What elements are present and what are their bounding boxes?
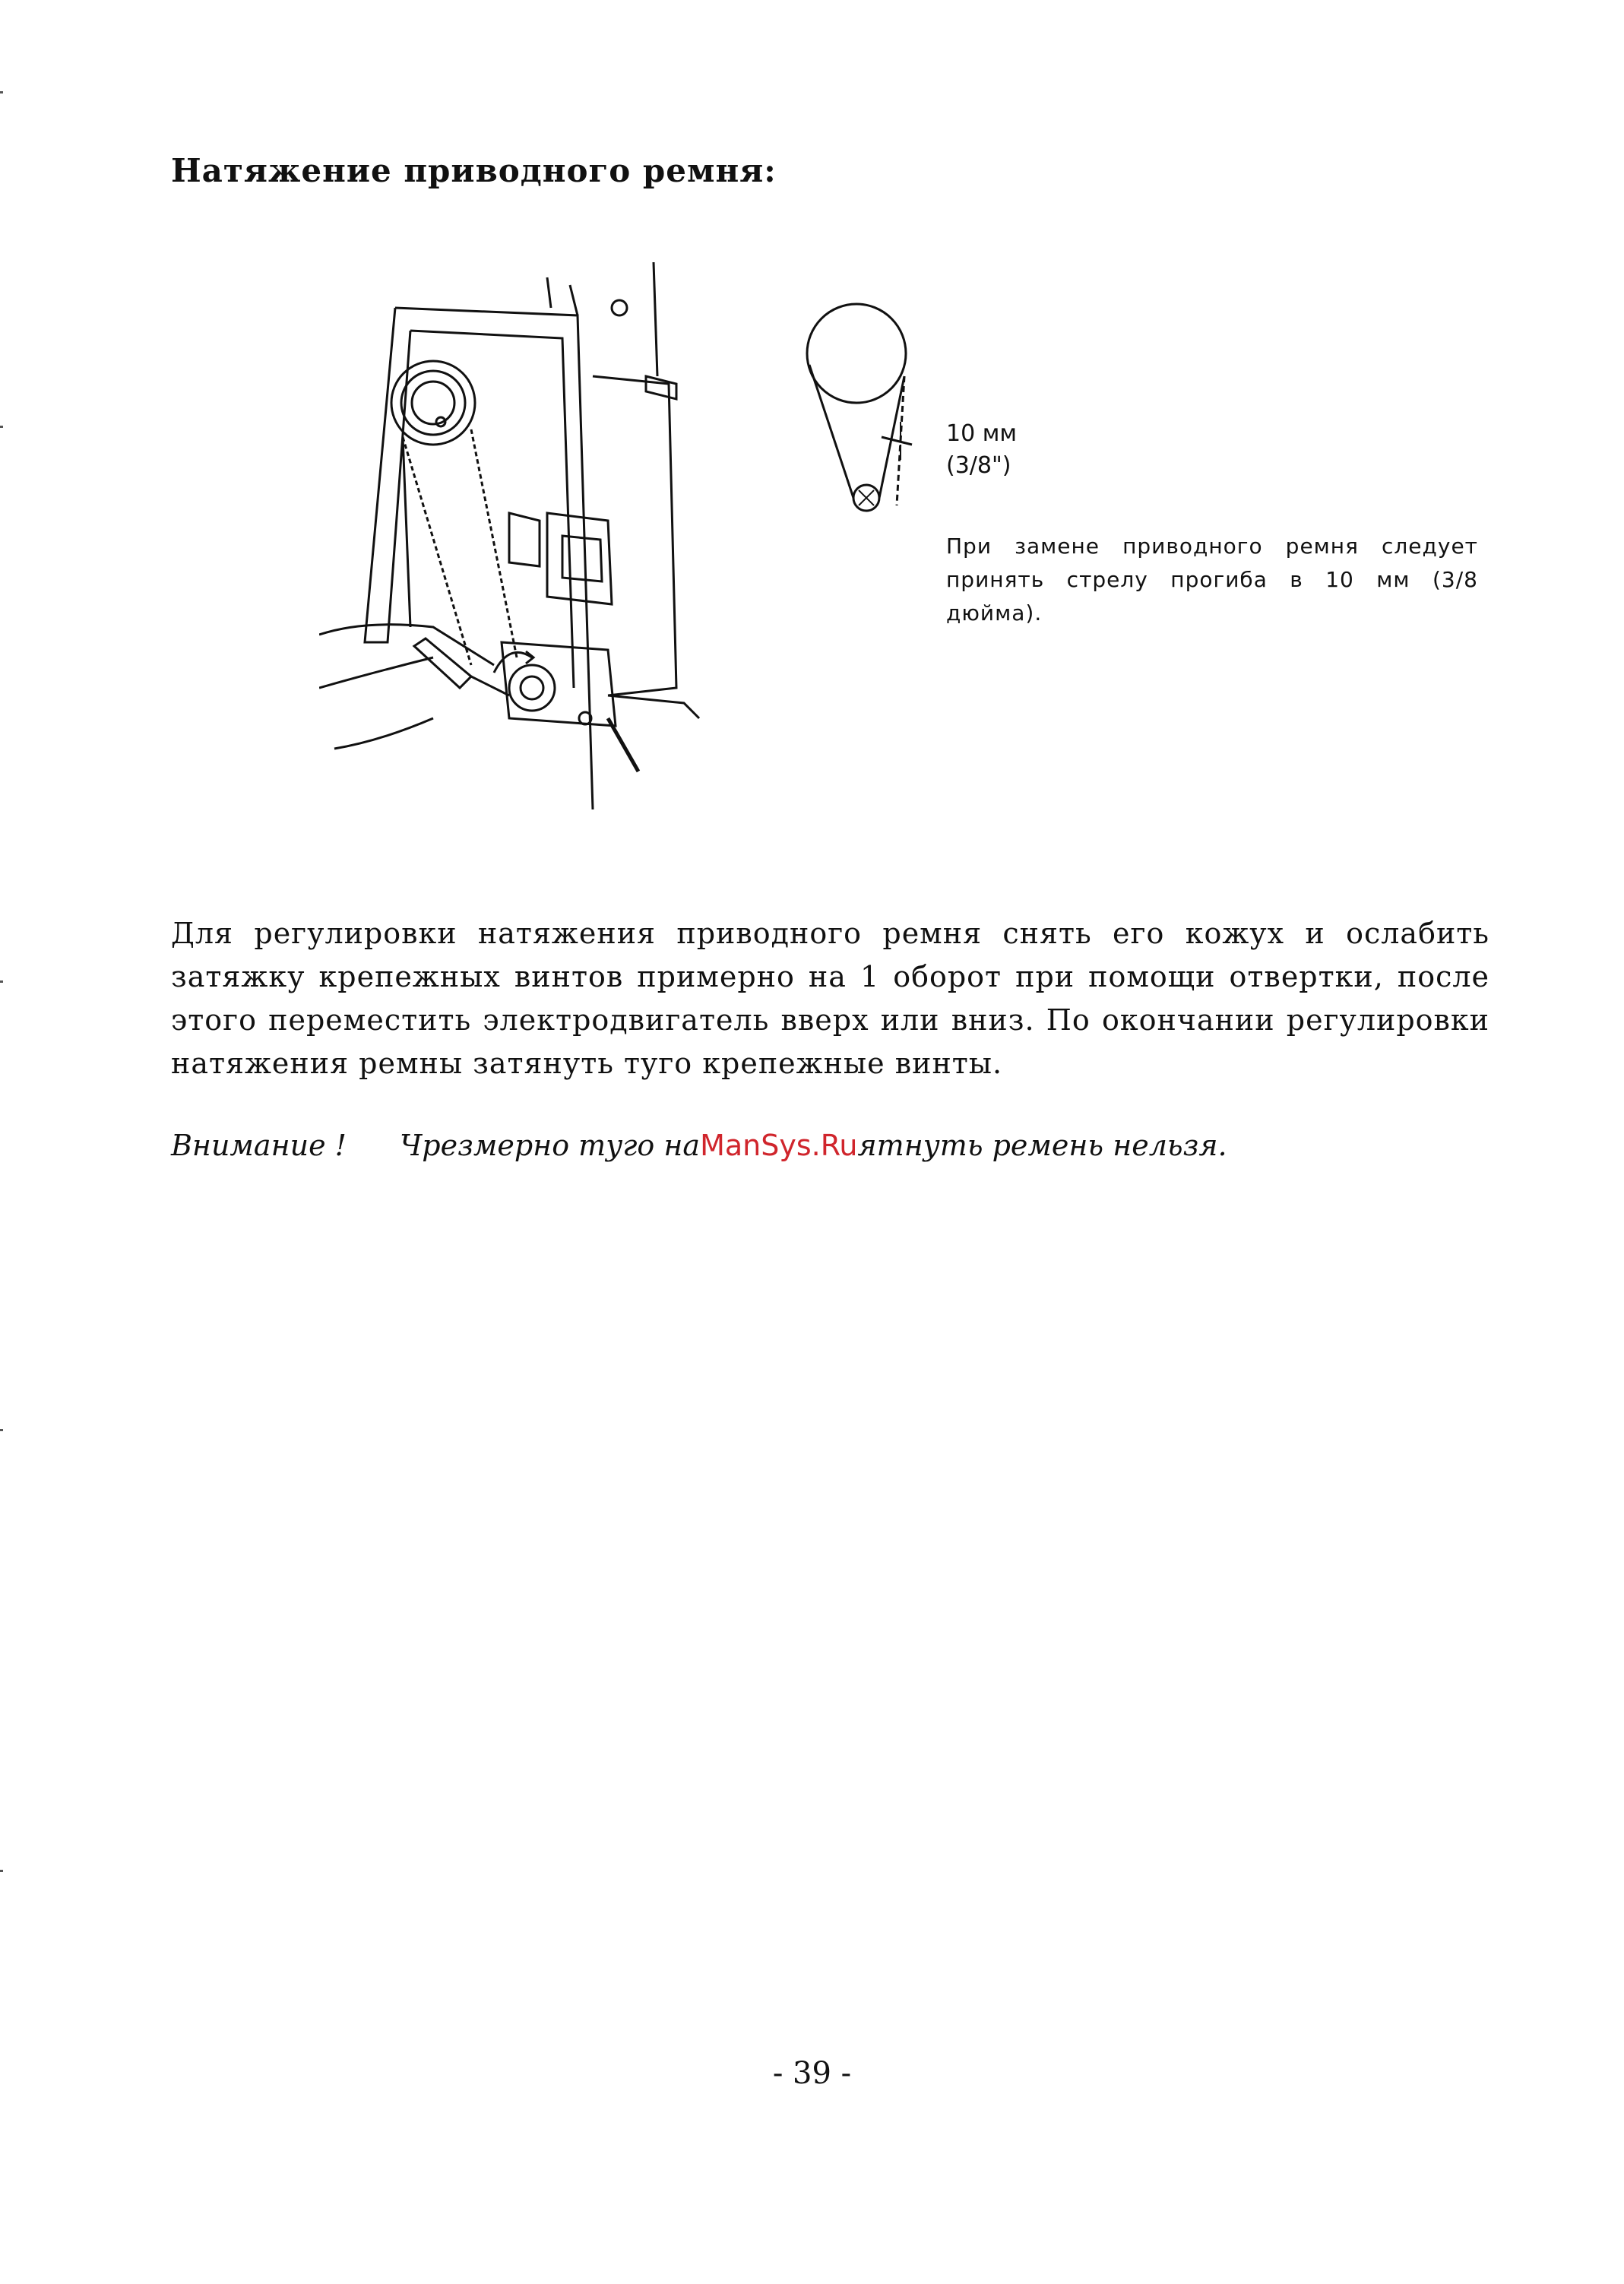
warning-text-start: Чрезмерно туго на	[399, 1129, 701, 1162]
sewing-machine-illustration	[319, 262, 745, 809]
figure-caption: При замене приводного ремня следует принять стрелу прогиба в 10 мм (3/8 дюйма).	[946, 534, 1478, 626]
scan-edge-mark	[0, 1429, 3, 1431]
warning-label: Внимание !	[171, 1129, 347, 1162]
measure-metric: 10 мм	[946, 420, 1017, 447]
instruction-paragraph: Для регулировки натяжения приводного ремня снять его кожух и ослабить затяжку крепежных винтов примерно на 1 оборот при помощи отвертки, после этого переместить электродвигатель вверх или вниз. По окончании регулировки натяжения ремны затянуть туго крепежные винты.	[171, 917, 1489, 1080]
page-number: - 39 -	[772, 2056, 852, 2091]
warning-note	[171, 1129, 1227, 1162]
scan-edge-mark	[0, 980, 3, 983]
scan-edge-mark	[0, 91, 3, 93]
scan-edge-mark	[0, 1870, 3, 1872]
deflection-measurement	[946, 418, 1017, 482]
watermark: ManSys.Ru	[700, 1129, 858, 1162]
belt-deflection-diagram	[806, 285, 950, 528]
page-heading: Натяжение приводного ремня:	[171, 152, 777, 189]
scan-edge-mark	[0, 426, 3, 428]
measure-imperial: (3/8")	[946, 452, 1011, 479]
warning-text-end: ятнуть ремень нельзя.	[857, 1129, 1227, 1162]
